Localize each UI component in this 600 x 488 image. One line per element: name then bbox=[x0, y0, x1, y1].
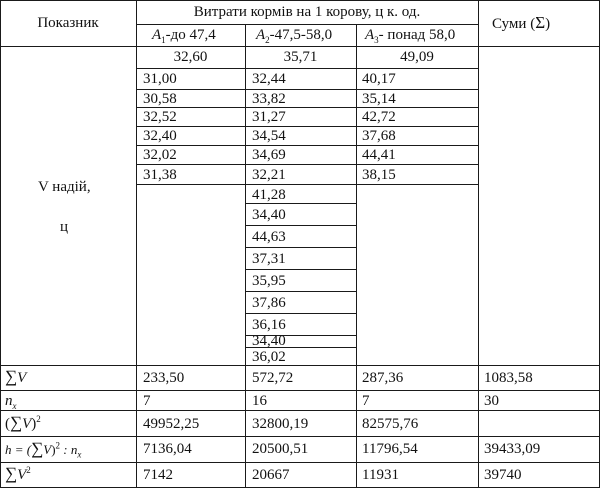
cell-a2: 34,54 bbox=[252, 128, 286, 144]
mean-a3: 49,09 bbox=[400, 49, 434, 65]
sum-cell: 572,72 bbox=[252, 370, 294, 386]
rule-v3 bbox=[356, 24, 357, 488]
cell-a1: 32,52 bbox=[143, 109, 177, 125]
rule-row-col2 bbox=[245, 313, 356, 314]
cell-a2: 37,31 bbox=[252, 251, 286, 267]
cell-a3: 44,41 bbox=[362, 147, 396, 163]
rule-summary bbox=[0, 365, 600, 366]
sum-cell: 39740 bbox=[484, 467, 522, 483]
cell-a3: 38,15 bbox=[362, 167, 396, 183]
sum-label-sum-v: ∑V bbox=[5, 367, 27, 386]
rule-v1 bbox=[136, 0, 137, 488]
rule-summary bbox=[0, 462, 600, 463]
mean-a1: 32,60 bbox=[173, 49, 208, 65]
sum-cell: 11931 bbox=[362, 467, 399, 483]
cell-a3: 40,17 bbox=[362, 71, 396, 87]
sum-cell: 11796,54 bbox=[362, 441, 418, 457]
sum-cell: 16 bbox=[252, 393, 267, 409]
sum-cell: 49952,25 bbox=[143, 416, 200, 432]
sum-cell: 32800,19 bbox=[252, 416, 309, 432]
sum-cell: 7 bbox=[143, 393, 151, 409]
cell-a2: 41,28 bbox=[252, 187, 286, 203]
rule-summary bbox=[0, 390, 600, 391]
rule-row bbox=[137, 126, 478, 127]
cell-a1: 30,58 bbox=[143, 91, 177, 107]
rule-left bbox=[0, 0, 1, 488]
cell-a3: 37,68 bbox=[362, 128, 396, 144]
sum-label-sum-sq: $\sum V^2$ bbox=[5, 464, 31, 483]
group-a2: $A_2-47,5-58,0$ bbox=[256, 27, 333, 45]
rule-row bbox=[137, 164, 478, 165]
rule-row bbox=[137, 89, 478, 90]
cell-a2: 32,21 bbox=[252, 167, 286, 183]
sum-label-sq-sum: $(\sum V)^2$ bbox=[5, 413, 41, 432]
rule-v2 bbox=[245, 24, 246, 488]
cell-a3: 35,14 bbox=[362, 91, 396, 107]
sum-cell: 82575,76 bbox=[362, 416, 419, 432]
rule-header-bottom bbox=[0, 46, 600, 47]
rule-row bbox=[137, 184, 478, 185]
rule-top bbox=[0, 0, 600, 1]
cell-a2: 34,40 bbox=[252, 333, 286, 349]
rule-row-col2 bbox=[245, 291, 356, 292]
cell-a2: 34,40 bbox=[252, 207, 286, 223]
cell-a2: 35,95 bbox=[252, 273, 286, 289]
sum-cell: 7 bbox=[362, 393, 370, 409]
indicator-header: Показник bbox=[37, 15, 99, 31]
group-title: Витрати кормів на 1 корову, ц к. од. bbox=[193, 4, 421, 20]
group-a1: $A_1-до$ 47,4 bbox=[152, 27, 216, 45]
cell-a2: 37,86 bbox=[252, 295, 286, 311]
cell-a2: 33,82 bbox=[252, 91, 286, 107]
rule-row-col2 bbox=[245, 269, 356, 270]
sum-cell: 287,36 bbox=[362, 370, 404, 386]
sum-cell: 20500,51 bbox=[252, 441, 309, 457]
cell-a1: 31,38 bbox=[143, 167, 177, 183]
rule-row bbox=[137, 107, 478, 108]
rule-group-title bbox=[136, 24, 478, 25]
cell-a2: 36,16 bbox=[252, 317, 286, 333]
group-a3: $A_3-$ понад 58,0 bbox=[365, 27, 456, 45]
v-label: V надій, bbox=[38, 179, 91, 195]
sum-cell: 233,50 bbox=[143, 370, 185, 386]
cell-a2: 31,27 bbox=[252, 109, 286, 125]
rule-row bbox=[137, 145, 478, 146]
sum-cell: 20667 bbox=[252, 467, 290, 483]
sum-cell: 7142 bbox=[143, 467, 173, 483]
sums-header: Суми (Σ) bbox=[492, 13, 551, 32]
sum-label-h: $h = (\sum V)^2$ : $n_x$ bbox=[5, 439, 82, 460]
sum-cell: 7136,04 bbox=[143, 441, 192, 457]
rule-means-bottom bbox=[137, 68, 478, 69]
sigma-symbol: Σ bbox=[535, 13, 546, 32]
cell-a1: 31,00 bbox=[143, 71, 177, 87]
cell-a2: 34,69 bbox=[252, 147, 286, 163]
cell-a2: 36,02 bbox=[252, 349, 286, 365]
v-unit: ц bbox=[60, 219, 69, 235]
sum-cell: 1083,58 bbox=[484, 370, 533, 386]
mean-a2: 35,71 bbox=[283, 49, 318, 65]
sum-cell: 39433,09 bbox=[484, 441, 541, 457]
rule-row-col2 bbox=[245, 247, 356, 248]
rule-summary bbox=[0, 410, 600, 411]
cell-a1: 32,40 bbox=[143, 128, 177, 144]
sum-label-n: $n_x$ bbox=[5, 393, 17, 411]
cell-a3: 42,72 bbox=[362, 109, 396, 125]
rule-row-col2 bbox=[245, 225, 356, 226]
sum-cell: 30 bbox=[484, 393, 499, 409]
cell-a2: 32,44 bbox=[252, 71, 286, 87]
cell-a1: 32,02 bbox=[143, 147, 177, 163]
cell-a2: 44,63 bbox=[252, 229, 286, 245]
rule-summary bbox=[0, 436, 600, 437]
rule-v4 bbox=[478, 0, 479, 488]
